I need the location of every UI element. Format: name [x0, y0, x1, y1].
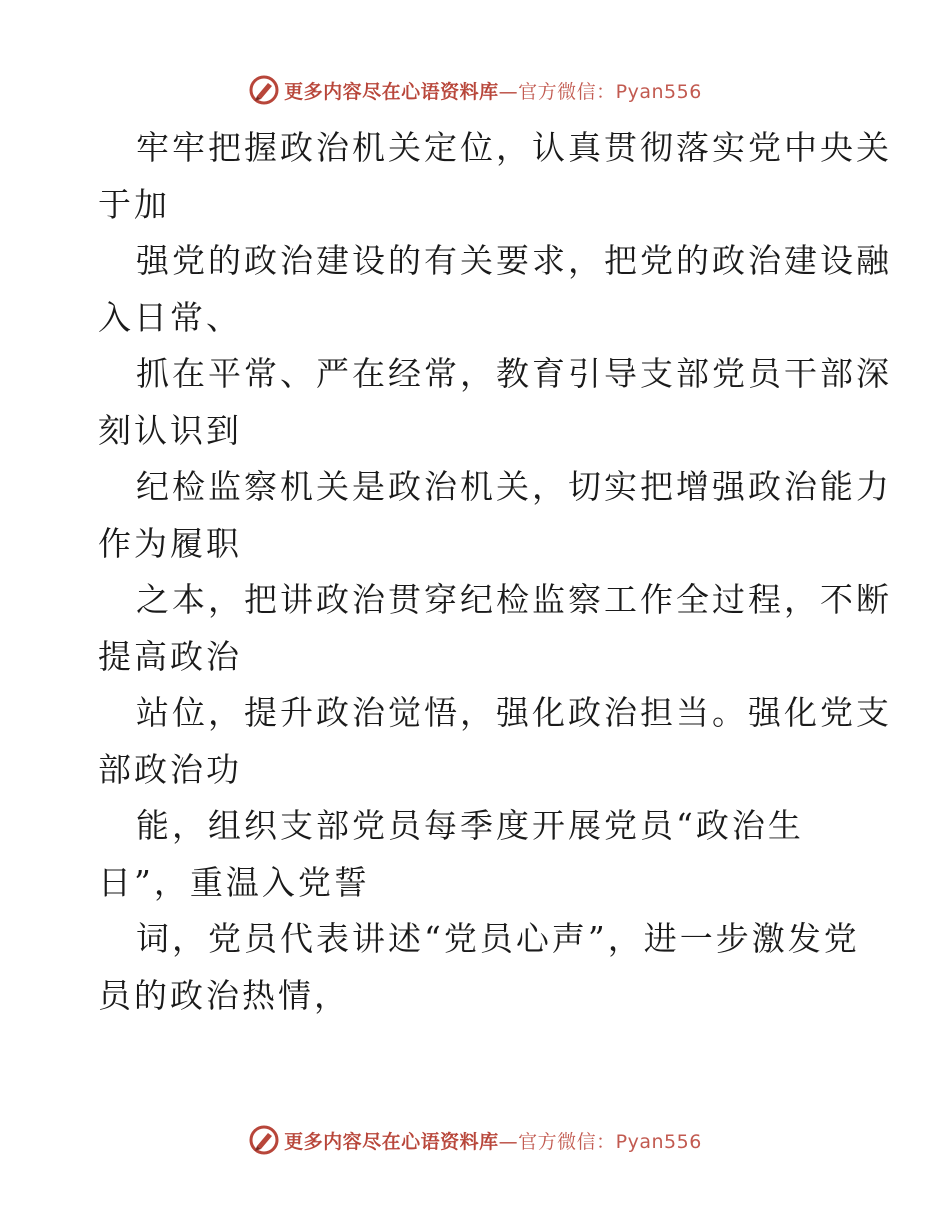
paragraph-line: 纪检监察机关是政治机关，切实把增强政治能力: [136, 467, 892, 506]
brand-logo-icon: [248, 1124, 280, 1156]
footer-wechat-text: 官方微信：Pyan556: [518, 1130, 702, 1153]
paragraph-line: 之本，把讲政治贯穿纪检监察工作全过程，不断: [136, 580, 892, 619]
header-banner: [0, 70, 950, 110]
paragraph-line: 抓在平常、严在经常，教育引导支部党员干部深: [136, 354, 892, 393]
header-site-text: 更多内容尽在心语资料库: [284, 80, 499, 103]
paragraph-line: 入日常、: [98, 297, 242, 337]
paragraph-line: 能，组织支部党员每季度开展党员“政治生: [136, 806, 804, 845]
paragraph-line: 于加: [98, 184, 170, 224]
paragraph-line: 部政治功: [98, 749, 242, 789]
footer-site-text: 更多内容尽在心语资料库: [284, 1130, 499, 1153]
paragraph-line: 强党的政治建设的有关要求，把党的政治建设融: [136, 241, 892, 280]
paragraph-line: 员的政治热情，: [98, 975, 350, 1015]
footer-banner: [0, 1120, 950, 1160]
document-body: [98, 120, 892, 1024]
paragraph-line: 刻认识到: [98, 410, 242, 450]
paragraph-line: 牢牢把握政治机关定位，认真贯彻落实党中央关: [136, 128, 892, 167]
paragraph-line: 日”，重温入党誓: [98, 862, 370, 902]
paragraph-line: 作为履职: [98, 523, 242, 563]
paragraph-line: 词，党员代表讲述“党员心声”，进一步激发党: [136, 919, 860, 958]
header-dash: —: [498, 80, 519, 103]
paragraph-line: 提高政治: [98, 636, 242, 676]
brand-logo-icon: [248, 74, 280, 106]
header-wechat-text: 官方微信：Pyan556: [518, 80, 702, 103]
footer-dash: —: [498, 1130, 519, 1153]
paragraph-line: 站位，提升政治觉悟，强化政治担当。强化党支: [136, 693, 892, 732]
